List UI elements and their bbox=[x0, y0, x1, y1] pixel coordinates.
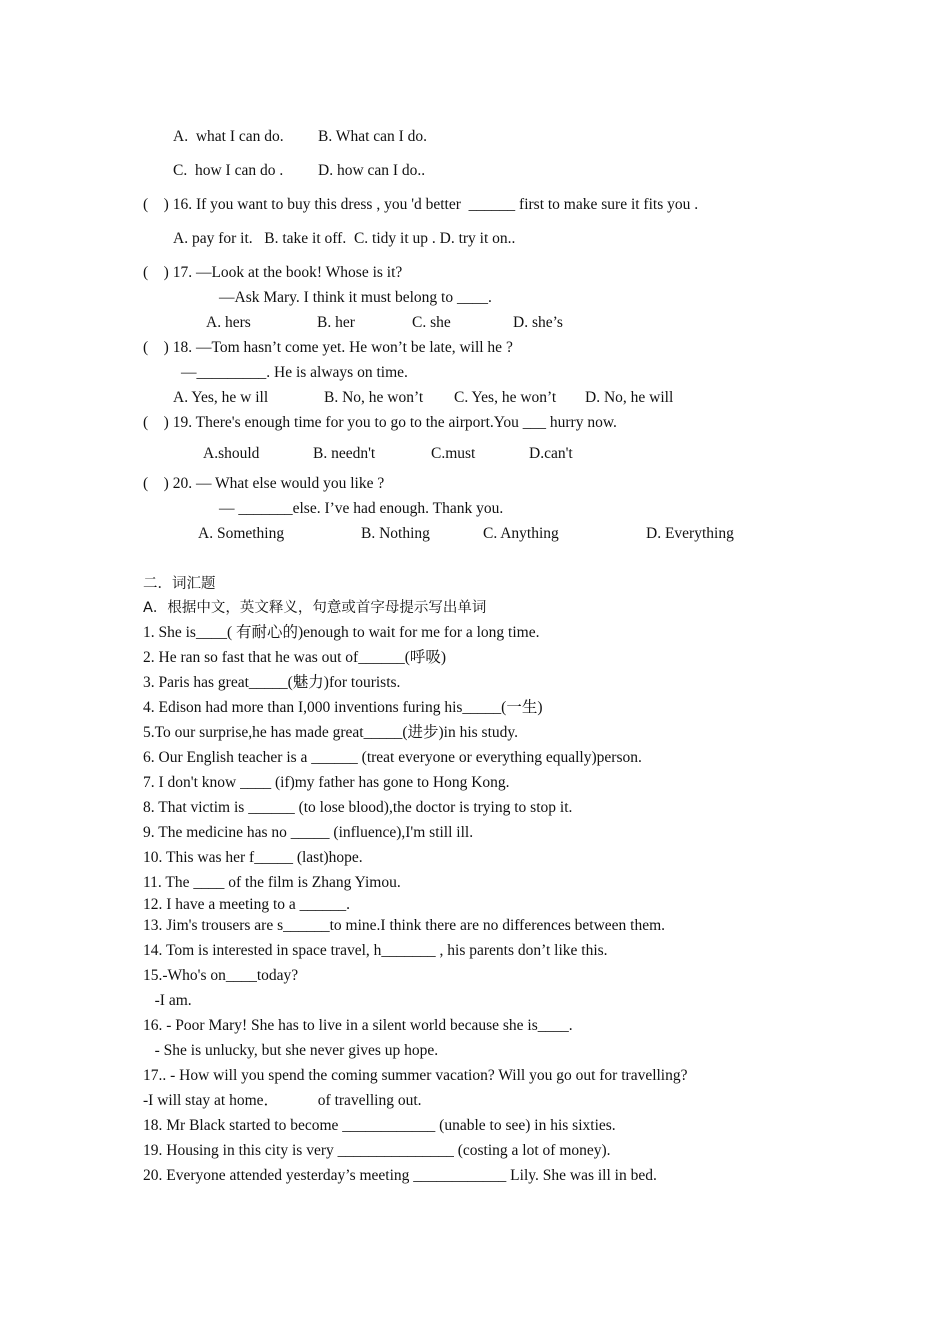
q18-option-b: B. No, he won’t bbox=[324, 389, 424, 406]
vocab-item-reply: -I am. bbox=[143, 992, 192, 1009]
vocab-item: 16. - Poor Mary! She has to live in a silent world because she is____. bbox=[143, 1017, 573, 1034]
vocab-item: 5.To our surprise,he has made great_____(进步)in his study. bbox=[143, 724, 519, 741]
vocab-item: 11. The ____ of the film is Zhang Yimou. bbox=[143, 874, 401, 891]
q18-option-d: D. No, he will bbox=[585, 389, 674, 406]
q20-option-a: A. Something bbox=[198, 525, 285, 542]
q17-option-a: A. hers bbox=[206, 314, 251, 331]
q17-option-b: B. her bbox=[317, 314, 355, 331]
q20-stem: ( ) 20. — What else would you like ? bbox=[143, 475, 385, 492]
q15-option-d: D. how can I do.. bbox=[318, 162, 426, 179]
vocab-item-reply: - She is unlucky, but she never gives up hope. bbox=[143, 1042, 439, 1059]
vocab-item: 6. Our English teacher is a ______ (treat everyone or everything equally)person. bbox=[143, 749, 642, 766]
vocab-item: 9. The medicine has no _____ (influence),I'm still ill. bbox=[143, 824, 474, 841]
vocab-item: 14. Tom is interested in space travel, h_______ , his parents don’t like this. bbox=[143, 942, 608, 959]
vocab-item: 20. Everyone attended yesterday’s meeting ____________ Lily. She was ill in bed. bbox=[143, 1167, 657, 1184]
q19-option-b: B. needn't bbox=[313, 445, 376, 462]
section2-subheading: A．根据中文，英文释义，句意或首字母提示写出单词 bbox=[143, 600, 487, 616]
q17-reply: —Ask Mary. I think it must belong to ____. bbox=[219, 289, 492, 306]
q17-stem: ( ) 17. —Look at the book! Whose is it? bbox=[143, 264, 403, 281]
vocab-item: 2. He ran so fast that he was out of______(呼吸) bbox=[143, 649, 447, 666]
vocab-item: 12. I have a meeting to a ______. bbox=[143, 896, 351, 913]
vocab-item: 19. Housing in this city is very _______________ (costing a lot of money). bbox=[143, 1142, 611, 1159]
q17-option-d: D. she’s bbox=[513, 314, 563, 331]
q19-option-d: D.can't bbox=[529, 445, 573, 462]
q19-option-c: C.must bbox=[431, 445, 476, 462]
q17-option-c: C. she bbox=[412, 314, 451, 331]
q19-option-a: A.should bbox=[203, 445, 260, 462]
vocab-item: 7. I don't know ____ (if)my father has gone to Hong Kong. bbox=[143, 774, 510, 791]
vocab-item: 13. Jim's trousers are s______to mine.I think there are no differences between them. bbox=[143, 917, 666, 934]
vocab-item: 18. Mr Black started to become ____________ (unable to see) in his sixties. bbox=[143, 1117, 616, 1134]
q18-stem: ( ) 18. —Tom hasn’t come yet. He won’t be late, will he ? bbox=[143, 339, 513, 356]
q20-option-c: C. Anything bbox=[483, 525, 559, 542]
vocab-item: 10. This was her f_____ (last)hope. bbox=[143, 849, 363, 866]
q18-option-c: C. Yes, he won’t bbox=[454, 389, 557, 406]
q20-reply: — _______else. I’ve had enough. Thank you. bbox=[219, 500, 504, 517]
section2-heading: 二．词汇题 bbox=[143, 576, 216, 592]
vocab-item: 8. That victim is ______ (to lose blood),the doctor is trying to stop it. bbox=[143, 799, 573, 816]
q16-options: A. pay for it. B. take it off. C. tidy it up . D. try it on.. bbox=[173, 230, 516, 247]
q20-option-b: B. Nothing bbox=[361, 525, 430, 542]
vocab-item: 17.. - How will you spend the coming summer vacation? Will you go out for travelling? bbox=[143, 1067, 688, 1084]
q15-option-b: B. What can I do. bbox=[318, 128, 428, 145]
q18-option-a: A. Yes, he w ill bbox=[173, 389, 269, 406]
q15-option-a: A. what I can do. bbox=[173, 128, 284, 145]
vocab-item-reply: -I will stay at home． of travelling out. bbox=[143, 1092, 422, 1109]
q16-stem: ( ) 16. If you want to buy this dress , you 'd better ______ first to make sure it fits you . bbox=[143, 196, 699, 213]
q18-reply: —_________. He is always on time. bbox=[181, 364, 408, 381]
vocab-item: 15.-Who's on____today? bbox=[143, 967, 299, 984]
vocab-item: 1. She is____( 有耐心的)enough to wait for me for a long time. bbox=[143, 624, 540, 641]
vocab-item: 4. Edison had more than I,000 inventions furing his_____(一生) bbox=[143, 699, 543, 716]
vocab-item: 3. Paris has great_____(魅力)for tourists. bbox=[143, 674, 401, 691]
q20-option-d: D. Everything bbox=[646, 525, 734, 542]
q19-stem: ( ) 19. There's enough time for you to go to the airport.You ___ hurry now. bbox=[143, 414, 617, 431]
q15-option-c: C. how I can do . bbox=[173, 162, 284, 179]
